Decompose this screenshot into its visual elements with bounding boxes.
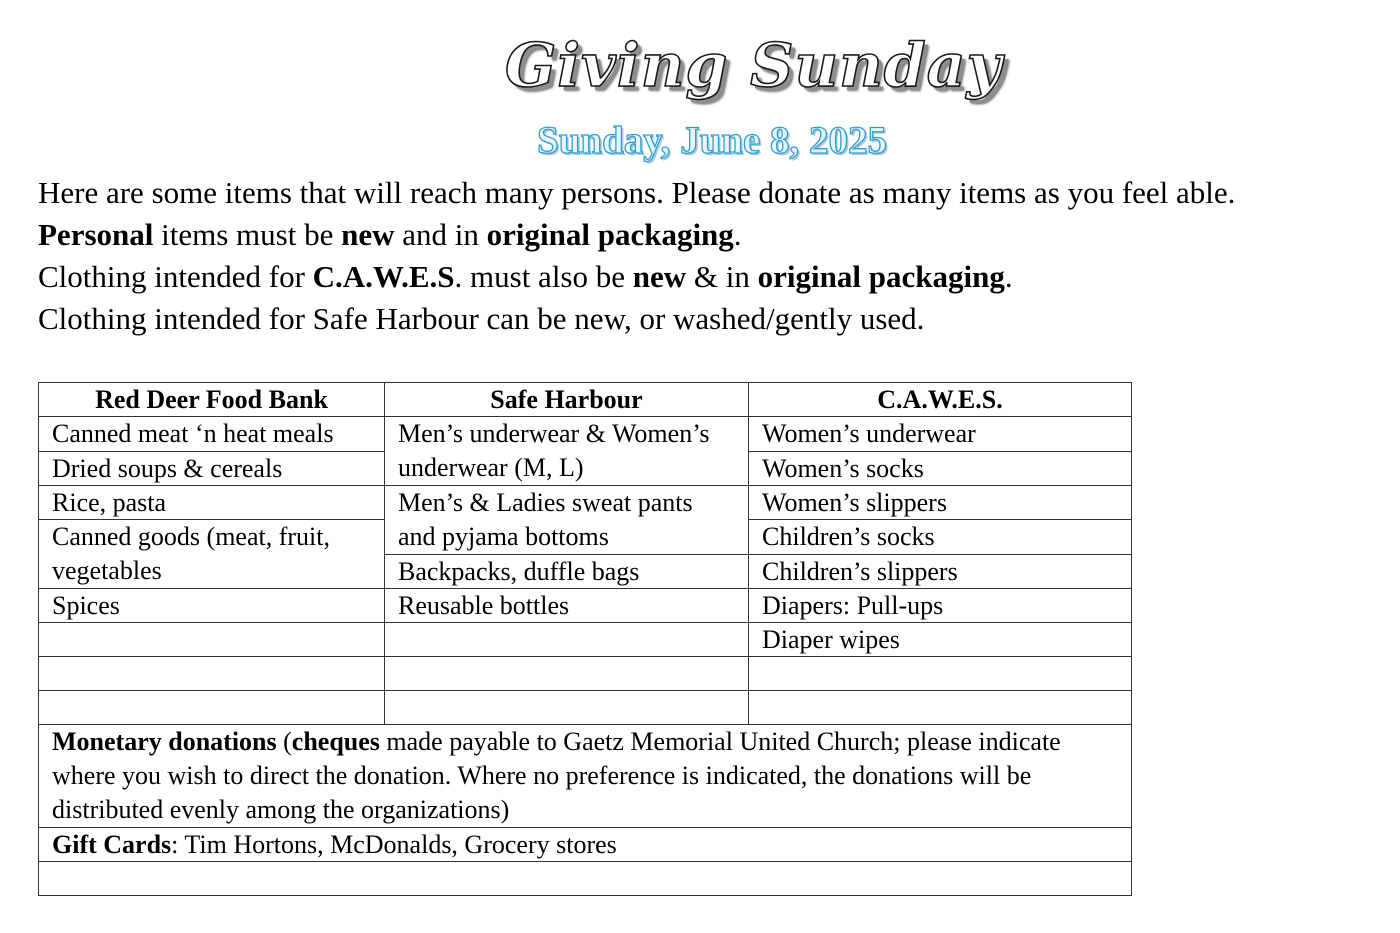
cawes-item: Diapers: Pull-ups [749, 589, 1132, 623]
cawes-item: Women’s underwear [749, 417, 1132, 452]
page-title: Giving Sunday [505, 31, 1003, 101]
safe-harbour-item: Men’s & Ladies sweat pants and pyjama bottoms [385, 486, 749, 555]
empty-cell [385, 691, 749, 725]
food-bank-item: Dried soups & cereals [39, 451, 385, 486]
cawes-item: Diaper wipes [749, 623, 1132, 657]
header-cawes: C.A.W.E.S. [749, 383, 1132, 417]
table-row [39, 589, 1132, 623]
empty-cell [385, 657, 749, 691]
cawes-item: Children’s slippers [749, 555, 1132, 589]
food-bank-item: Rice, pasta [39, 486, 385, 520]
food-bank-item: Spices [39, 589, 385, 623]
table-row [39, 486, 1132, 520]
intro-line-4: Clothing intended for Safe Harbour can be new, or washed/gently used. [38, 301, 925, 336]
empty-cell [749, 691, 1132, 725]
table-header-row [39, 383, 1132, 417]
intro-line-2: Personal items must be new and in original packaging. [38, 217, 742, 252]
header-safe-harbour: Safe Harbour [385, 383, 749, 417]
table-row [39, 691, 1132, 725]
safe-harbour-item: Backpacks, duffle bags [385, 555, 749, 589]
empty-cell [39, 657, 385, 691]
event-date: Sunday, June 8, 2025 [537, 119, 888, 162]
safe-harbour-item: Reusable bottles [385, 589, 749, 623]
header-food-bank: Red Deer Food Bank [39, 383, 385, 417]
intro-line-1: Here are some items that will reach many persons. Please donate as many items as you feel able. [38, 175, 1236, 210]
empty-cell [39, 862, 1132, 896]
monetary-row [39, 725, 1132, 828]
intro-text [38, 172, 1393, 340]
empty-cell [39, 623, 385, 657]
food-bank-item: Canned goods (meat, fruit, vegetables [39, 520, 385, 589]
cawes-item: Women’s socks [749, 451, 1132, 486]
donation-table [38, 382, 1132, 896]
safe-harbour-item: Men’s underwear & Women’s underwear (M, L) [385, 417, 749, 486]
gift-cards-row [39, 828, 1132, 862]
table-row [39, 623, 1132, 657]
table-row [39, 417, 1132, 452]
gift-cards-cell: Gift Cards: Tim Hortons, McDonalds, Grocery stores [39, 828, 1132, 862]
empty-cell [39, 691, 385, 725]
empty-cell [749, 657, 1132, 691]
table-row [39, 657, 1132, 691]
table-row [39, 862, 1132, 896]
food-bank-item: Canned meat ‘n heat meals [39, 417, 385, 452]
empty-cell [385, 623, 749, 657]
monetary-donations-cell: Monetary donations (cheques made payable to Gaetz Memorial United Church; please indicate where you wish to direct the donation. Where no preference is indicated, the donations will be distributed evenly among the organizations) [39, 725, 1132, 828]
cawes-item: Women’s slippers [749, 486, 1132, 520]
cawes-item: Children’s socks [749, 520, 1132, 555]
intro-line-3: Clothing intended for C.A.W.E.S. must also be new & in original packaging. [38, 259, 1013, 294]
